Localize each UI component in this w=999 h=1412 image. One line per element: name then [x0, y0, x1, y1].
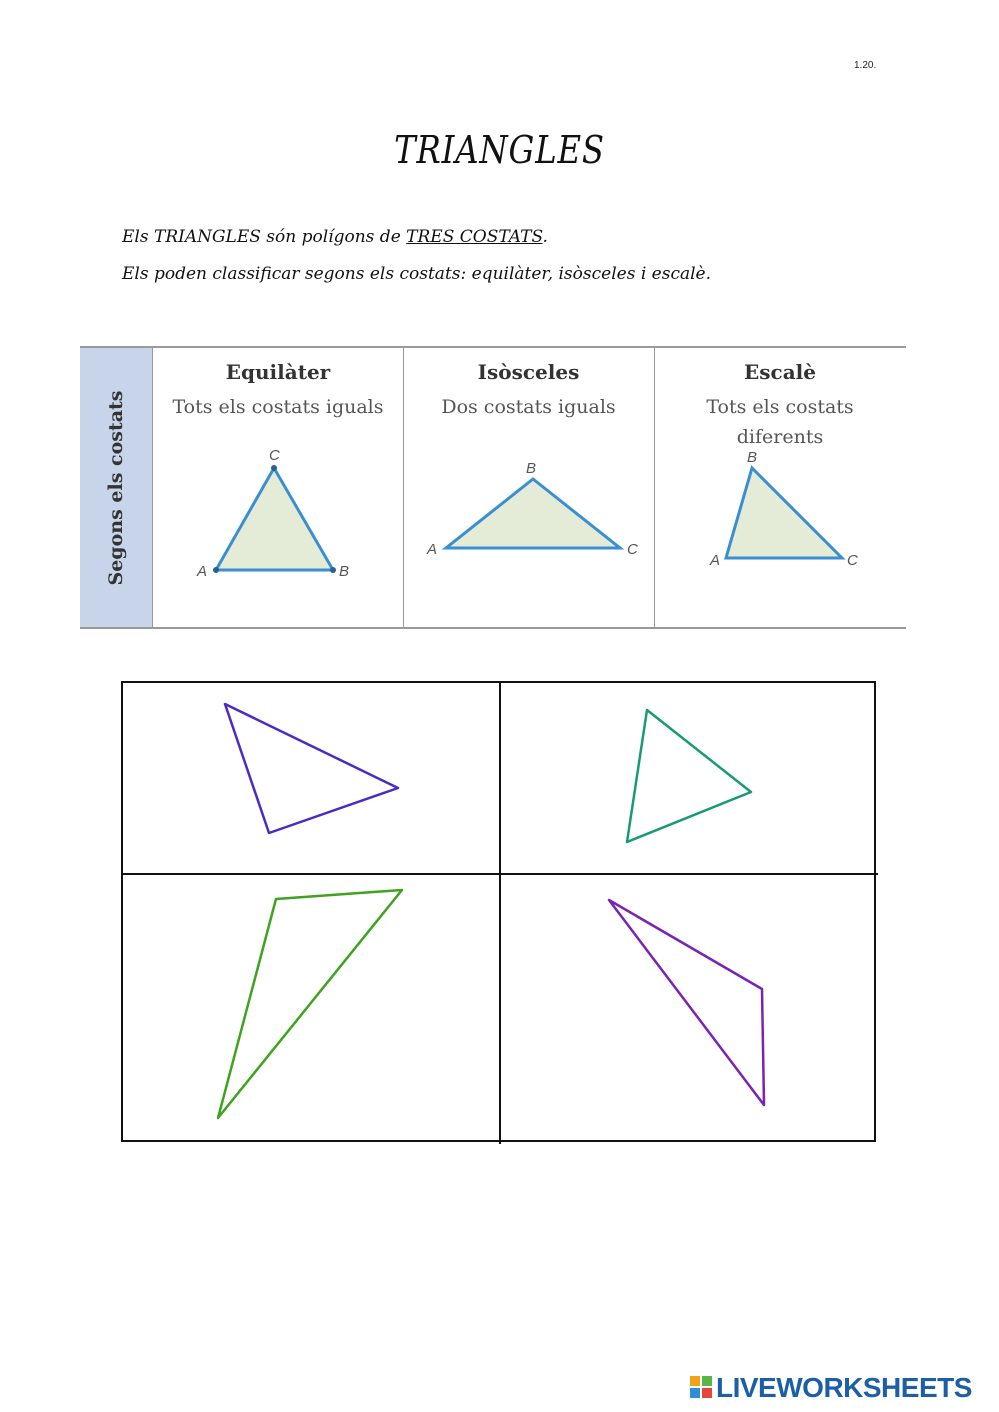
- side-header: [80, 348, 153, 627]
- intro-line-1: [122, 227, 548, 247]
- exercise-triangle-3: [218, 890, 402, 1118]
- vertex-label-a: A: [197, 563, 208, 580]
- column-scalene: [654, 348, 906, 627]
- column-equilateral: [153, 348, 404, 627]
- page-number: 1.20.: [854, 60, 877, 71]
- column-name: Equilàter: [225, 360, 331, 384]
- column-description: Dos costats iguals: [441, 396, 616, 418]
- intro-underlined-text: TRES COSTATS: [406, 227, 543, 247]
- scalene-triangle: [726, 468, 842, 558]
- equilateral-triangle: [216, 468, 333, 570]
- isosceles-triangle: [446, 479, 620, 548]
- column-description-line-2: diferents: [736, 426, 824, 448]
- exercise-triangle-1: [225, 704, 398, 833]
- side-header-label: Segons els costats: [105, 389, 127, 586]
- vertex-label-b: B: [339, 563, 350, 580]
- exercise-triangle-4: [609, 900, 764, 1105]
- vertex-label-c: C: [269, 447, 280, 464]
- vertex-label-b: B: [747, 449, 758, 466]
- exercise-triangle-2: [627, 710, 751, 842]
- equilateral-triangle-figure: [153, 348, 403, 627]
- exercise-grid: [121, 681, 876, 1142]
- exercise-figures: [123, 683, 878, 1144]
- intro-period: .: [542, 227, 548, 247]
- column-description: Tots els costats iguals: [172, 396, 384, 418]
- vertex-label-a: A: [710, 552, 721, 569]
- column-name: Isòsceles: [477, 360, 580, 384]
- logo-text: LIVEWORKSHEETS: [716, 1372, 972, 1403]
- column-description-line-1: Tots els costats: [706, 396, 854, 418]
- column-name: Escalè: [744, 360, 816, 384]
- intro-text: Els TRIANGLES són polígons de: [122, 227, 407, 247]
- isosceles-triangle-figure: [403, 348, 654, 627]
- intro-line-2: Els poden classificar segons els costats: equilàter, isòsceles i escalè.: [122, 264, 711, 284]
- page-title: TRIANGLES: [394, 128, 605, 172]
- column-isosceles: [403, 348, 655, 627]
- vertex-label-c: C: [847, 552, 858, 569]
- classification-table: [80, 346, 906, 629]
- logo-icon: [690, 1376, 712, 1398]
- vertex-label-c: C: [627, 541, 638, 558]
- scalene-triangle-figure: [654, 348, 906, 627]
- vertex-label-a: A: [427, 541, 438, 558]
- liveworksheets-logo: [690, 1372, 990, 1402]
- vertex-label-b: B: [526, 460, 537, 477]
